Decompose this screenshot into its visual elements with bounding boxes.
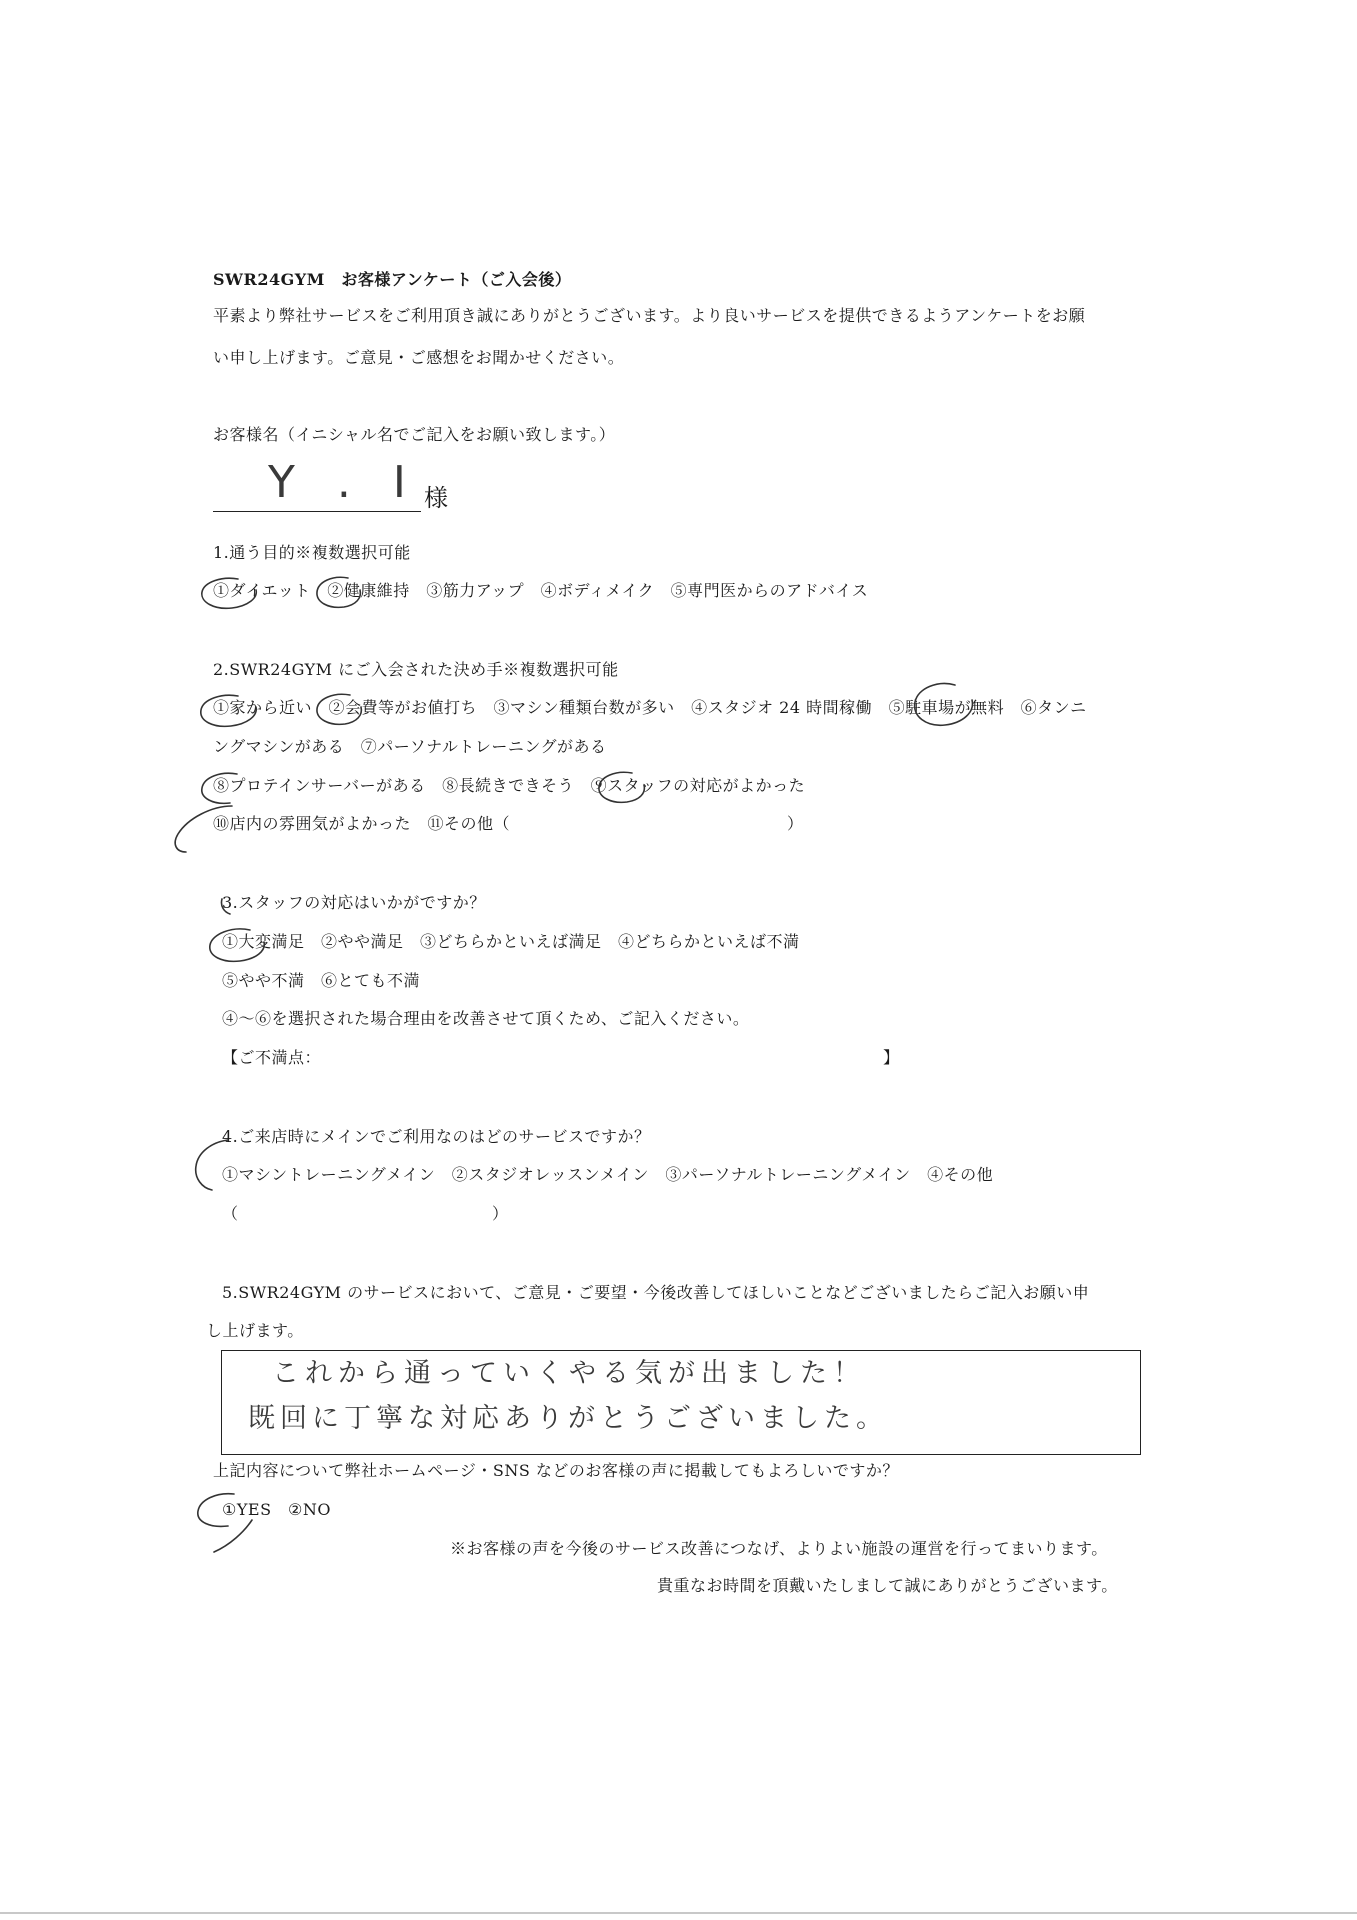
q2-options-line-1: ①家から近い ②会費等がお値打ち ③マシン種類台数が多い ④スタジオ 24 時間稼働 ⑤駐車場が無料 ⑥タンニ [213, 698, 1087, 717]
q2-title: 2.SWR24GYM にご入会された決め手※複数選択可能 [213, 660, 619, 679]
survey-title: SWR24GYM お客様アンケート（ご入会後） [213, 270, 572, 289]
scan-bottom-edge [0, 1912, 1357, 1914]
q1-title: 1.通う目的※複数選択可能 [213, 543, 411, 562]
customer-name-underline [213, 511, 421, 512]
q3-options-line-2: ⑤やや不満 ⑥とても不満 [222, 971, 421, 990]
intro-line-1: 平素より弊社サービスをご利用頂き誠にありがとうございます。より良いサービスを提供できるようアンケートをお願 [213, 306, 1086, 325]
q4-title: 4.ご来店時にメインでご利用なのはどのサービスですか？ [222, 1127, 651, 1146]
intro-line-2: い申し上げます。ご意見・ご感想をお聞かせください。 [213, 348, 625, 367]
q2-other-close: ） [787, 814, 804, 833]
q4-other-close: ） [492, 1204, 509, 1223]
q3-complaint-label: 【ご不満点： [222, 1048, 322, 1067]
q3-options-line-1: ①大変満足 ②やや満足 ③どちらかといえば満足 ④どちらかといえば不満 [222, 932, 800, 951]
q4-options-line-1: ①マシントレーニングメイン ②スタジオレッスンメイン ③パーソナルトレーニングメイン ④その他 [222, 1165, 994, 1184]
customer-name-label: お客様名（イニシャル名でご記入をお願い致します。） [213, 425, 616, 444]
q5-title-line-1: 5.SWR24GYM のサービスにおいて、ご意見・ご要望・今後改善してほしいことなどございましたらご記入お願い申 [222, 1283, 1090, 1302]
footer-note-1: ※お客様の声を今後のサービス改善につなげ、よりよい施設の運営を行ってまいります。 [450, 1539, 1108, 1558]
customer-name-handwritten: Y . I [268, 457, 420, 508]
footer-note-2: 貴重なお時間を頂戴いたしまして誠にありがとうございます。 [657, 1576, 1118, 1595]
q4-other-open: （ [222, 1204, 239, 1223]
q3-note: ④～⑥を選択された場合理由を改善させて頂くため、ご記入ください。 [222, 1009, 750, 1028]
q5-handwritten-line-1: これから通っていくやる気が出ました！ [272, 1358, 866, 1389]
consent-options: ①YES ②NO [222, 1500, 332, 1519]
q1-options: ①ダイエット ②健康維持 ③筋力アップ ④ボディメイク ⑤専門医からのアドバイス [213, 581, 869, 600]
q5-title-line-2: し上げます。 [206, 1321, 304, 1340]
q2-options-line-2: ングマシンがある ⑦パーソナルトレーニングがある [213, 737, 607, 756]
q2-options-line-3: ⑧プロテインサーバーがある ⑧長続きできそう ⑨スタッフの対応がよかった [213, 776, 806, 795]
consent-question: 上記内容について弊社ホームページ・SNS などのお客様の声に掲載してもよろしいですか？ [213, 1461, 899, 1480]
q2-options-line-4: ⑩店内の雰囲気がよかった ⑪その他（ [213, 814, 511, 833]
customer-name-suffix: 様 [424, 484, 449, 512]
q3-title: 3.スタッフの対応はいかがですか？ [222, 893, 486, 912]
q5-handwritten-line-2: 既回に丁寧な対応ありがとうございました。 [248, 1403, 888, 1434]
q3-complaint-close: 】 [883, 1048, 900, 1067]
